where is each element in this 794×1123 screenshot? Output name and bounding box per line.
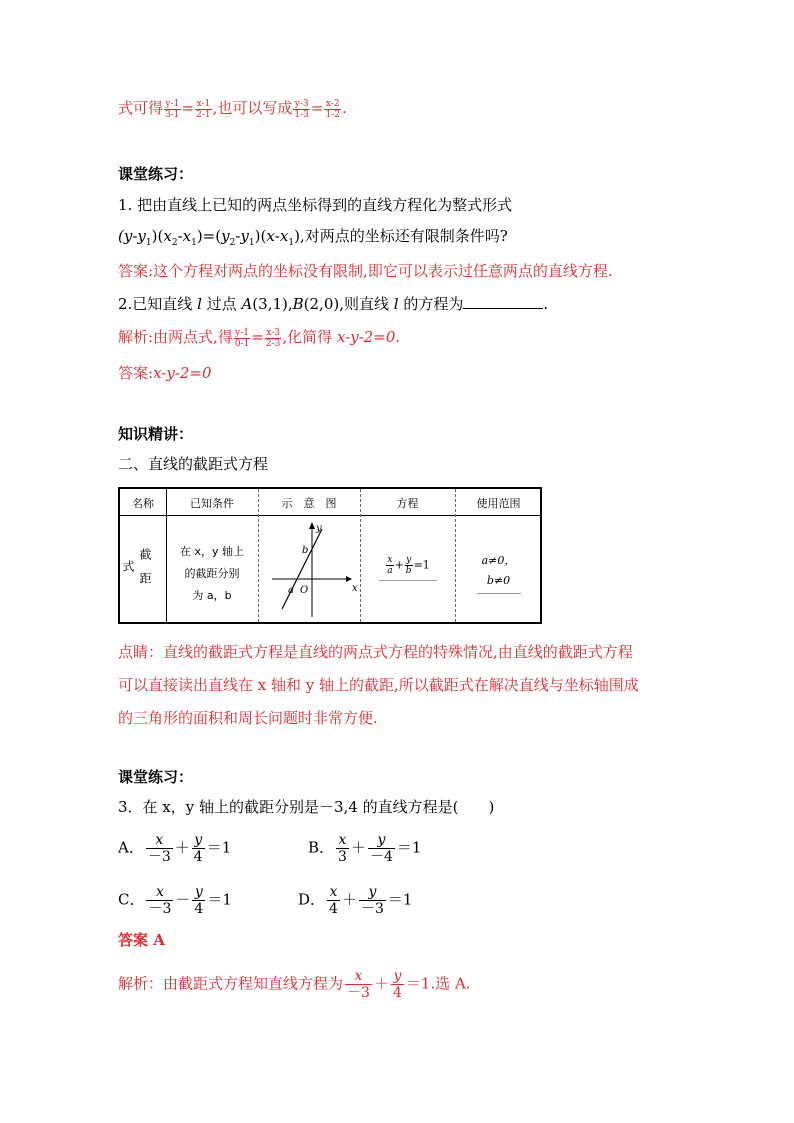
question-2: 2.已知直线 l 过点 A(3,1),B(2,0),则直线 l 的方程为 .: [118, 295, 549, 313]
row-name: 截距式: [121, 548, 152, 596]
question-1-formula: $(y-y_1)(x_2-x_1)=(y_2-y_1)(x-x_1)$,对两点的坐标还有限制条件吗?: [118, 227, 508, 248]
fraction: $\frac{x-1}{2-1}$: [196, 98, 211, 120]
answer-3: 答案 A: [118, 931, 165, 949]
text: ,也可以写成: [212, 99, 293, 117]
intercept-line: [282, 529, 322, 609]
intercept-form-table: [118, 487, 542, 624]
header-range: 使用范围: [476, 497, 521, 510]
option-b[interactable]: B． $\frac{x}{3}$ ＋ $\frac{y}{-4}$ ＝1: [308, 832, 422, 865]
fraction: $\frac{y-3}{1-3}$: [294, 98, 309, 120]
question-1: 1. 把由直线上已知的两点坐标得到的直线方程化为整式形式: [118, 196, 513, 214]
section-heading: 课堂练习：: [118, 768, 194, 786]
header-name: 名称: [132, 497, 154, 510]
x-axis-arrow: [346, 576, 352, 582]
top-equation-line: 式可得 $\frac{y-1}{3-1}$ = $\frac{x-1}{2-1}$ ,也可以写成 $\frac{y-3}{1-3}$ = $\frac{x-2}{1-2}$ .: [118, 98, 347, 120]
fraction: $\frac{y-1}{0-1}$: [234, 327, 250, 349]
fraction: $\frac{x-3}{2-3}$: [265, 327, 281, 349]
intercept-diagram: [260, 519, 358, 623]
section-heading: 知识精讲：: [118, 425, 194, 443]
note-line-1: 点睛：直线的截距式方程是直线的两点式方程的特殊情况,由直线的截距式方程: [118, 643, 633, 661]
option-c[interactable]: C． $\frac{x}{-3}$ － $\frac{y}{4}$ ＝1: [118, 884, 232, 917]
row-equation: $\frac{x}{a}$ + $\frac{y}{b}$ =1: [360, 555, 455, 581]
fraction: $\frac{y-1}{3-1}$: [165, 98, 180, 120]
question-3: 3．在 x，y 轴上的截距分别是－3,4 的直线方程是( ): [118, 798, 495, 816]
row-range: a≠0， b≠0: [455, 551, 542, 594]
note-line-2: 可以直接读出直线在 x 轴和 y 轴上的截距,所以截距式在解决直线与坐标轴围成: [118, 676, 639, 694]
row-condition: 在 x，y 轴上 的截距分别 为 a，b: [179, 545, 244, 602]
answer-1: 答案:这个方程对两点的坐标没有限制,即它可以表示过任意两点的直线方程.: [118, 262, 613, 280]
equals: =: [181, 99, 195, 117]
equals: =: [310, 99, 324, 117]
text: 式可得: [118, 99, 164, 117]
solution-3: 解析：由截距式方程知直线方程为 $\frac{x}{-3}$ ＋ $\frac{y}{4}$ ＝1.选 A.: [118, 968, 471, 1001]
option-d[interactable]: D． $\frac{x}{4}$ ＋ $\frac{y}{-3}$ ＝1: [298, 884, 413, 917]
fraction: $\frac{x-2}{1-2}$: [325, 98, 340, 120]
svg-text:O: O: [300, 585, 309, 596]
note-line-3: 的三角形的面积和周长问题时非常方便.: [118, 709, 378, 727]
answer-blank[interactable]: [463, 294, 543, 309]
section-heading: 课堂练习：: [118, 165, 194, 183]
solution-2: 解析:由两点式,得 $\frac{y-1}{0-1}$ = $\frac{x-3}{2-3}$ ,化简得 x-y-2=0.: [118, 327, 401, 349]
subheading: 二、直线的截距式方程: [118, 455, 269, 473]
svg-text:b: b: [302, 545, 309, 556]
svg-text:y: y: [316, 523, 322, 534]
header-condition: 已知条件: [190, 497, 234, 510]
header-equation: 方程: [396, 497, 419, 510]
option-a[interactable]: A． $\frac{x}{-3}$ ＋ $\frac{y}{4}$ ＝1: [118, 832, 232, 865]
header-diagram: 示 意 图: [281, 497, 337, 510]
answer-2: 答案:x-y-2=0: [118, 364, 212, 382]
svg-text:x: x: [352, 583, 358, 594]
y-axis-arrow: [309, 522, 315, 529]
svg-text:a: a: [288, 585, 294, 596]
